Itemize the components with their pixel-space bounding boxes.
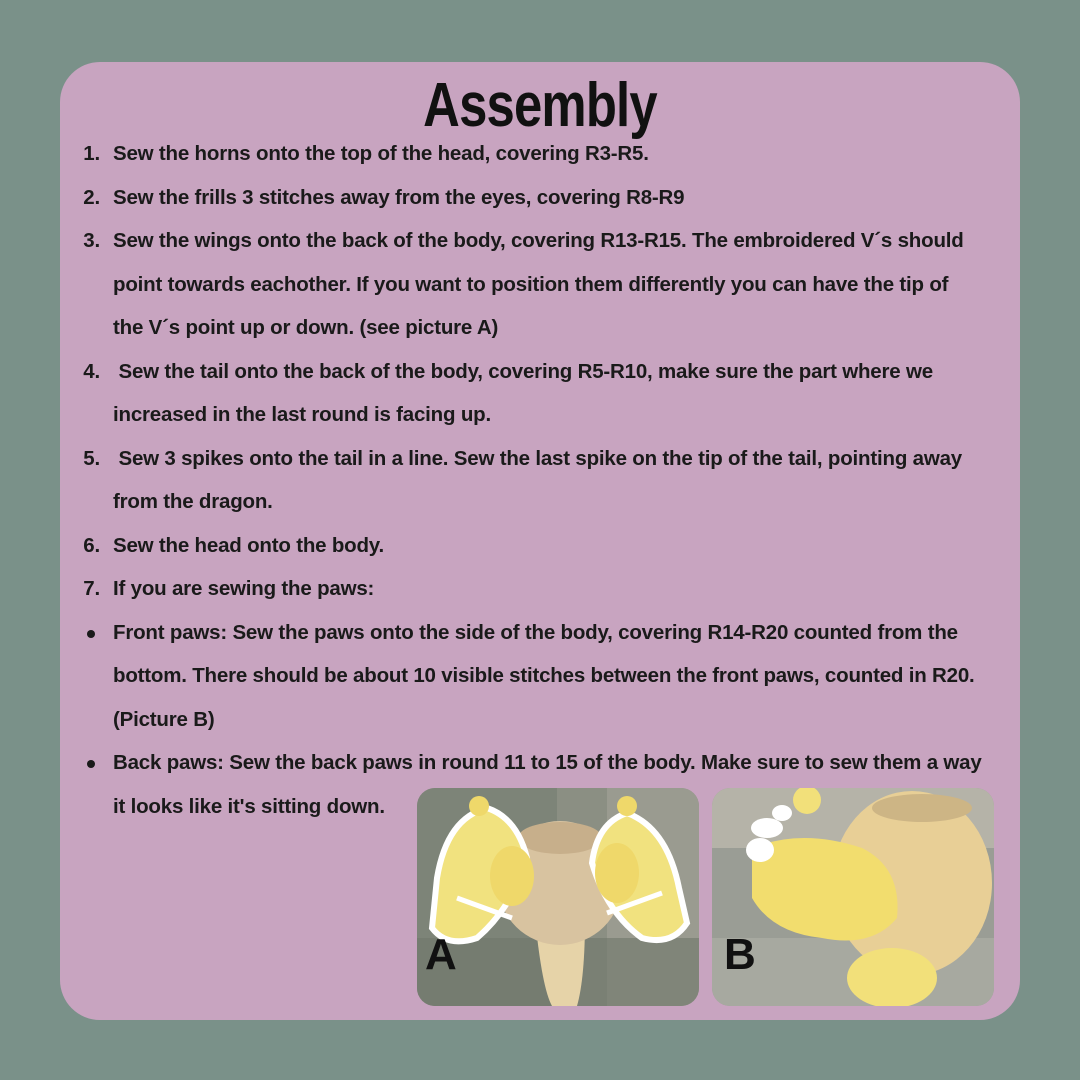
picture-b — [712, 788, 994, 1006]
step-text: Sew 3 spikes onto the tail in a line. Sew the last spike on the tip of the tail, pointing away — [113, 446, 962, 470]
step-text: increased in the last round is facing up. — [113, 403, 491, 426]
bullet-item — [60, 611, 1020, 655]
step-number: 2. — [83, 185, 100, 209]
step-text: Sew the head onto the body. — [113, 533, 384, 557]
step-number: 6. — [83, 533, 100, 557]
step-text: the V´s point up or down. (see picture A) — [113, 316, 499, 339]
bullet-dot-icon — [87, 630, 95, 638]
bullet-text: bottom. There should be about 10 visible stitches between the front paws, counted in R20. — [113, 664, 975, 687]
step-number: 5. — [83, 446, 100, 470]
list-item-continuation — [60, 393, 1020, 437]
picture-a-label: A — [425, 930, 457, 979]
picture-a — [417, 788, 699, 1006]
list-item — [60, 524, 1020, 568]
list-item-continuation — [60, 306, 1020, 350]
list-item — [60, 219, 1020, 263]
step-text: Sew the tail onto the back of the body, covering R5-R10, make sure the part where we — [113, 359, 933, 383]
step-number: 4. — [83, 359, 100, 383]
step-number: 7. — [83, 577, 100, 600]
list-item — [60, 132, 1020, 176]
step-text: from the dragon. — [113, 490, 273, 513]
bullet-text: Front paws: Sew the paws onto the side of the body, covering R14-R20 counted from the — [113, 620, 958, 644]
list-item — [60, 176, 1020, 220]
list-item — [60, 350, 1020, 394]
step-text: Sew the horns onto the top of the head, covering R3-R5. — [113, 142, 649, 165]
assembly-card — [60, 62, 1020, 1020]
list-item-continuation — [60, 480, 1020, 524]
bullet-text: Back paws: Sew the back paws in round 11 to 15 of the body. Make sure to sew them a way — [113, 751, 982, 774]
list-item — [60, 437, 1020, 481]
bullet-item — [60, 741, 1020, 785]
instructions-list — [60, 132, 1020, 828]
list-item-continuation — [60, 263, 1020, 307]
step-text: If you are sewing the paws: — [113, 577, 375, 600]
picture-b-label: B — [724, 930, 756, 979]
step-number: 1. — [83, 142, 100, 165]
bullet-text: (Picture B) — [113, 707, 215, 731]
dragon-back-photo — [417, 788, 699, 1006]
bullet-item-continuation — [60, 654, 1020, 698]
list-item — [60, 567, 1020, 611]
page-title: Assembly — [423, 71, 657, 140]
step-text: Sew the wings onto the back of the body, covering R13-R15. The embroidered V´s should — [113, 229, 964, 252]
step-number: 3. — [83, 229, 100, 252]
bullet-item-continuation — [60, 698, 1020, 742]
bullet-dot-icon — [87, 760, 95, 768]
step-text: Sew the frills 3 stitches away from the eyes, covering R8-R9 — [113, 185, 685, 209]
step-text: point towards eachother. If you want to position them differently you can have the tip of — [113, 272, 949, 296]
bullet-text: it looks like it's sitting down. — [113, 794, 385, 818]
